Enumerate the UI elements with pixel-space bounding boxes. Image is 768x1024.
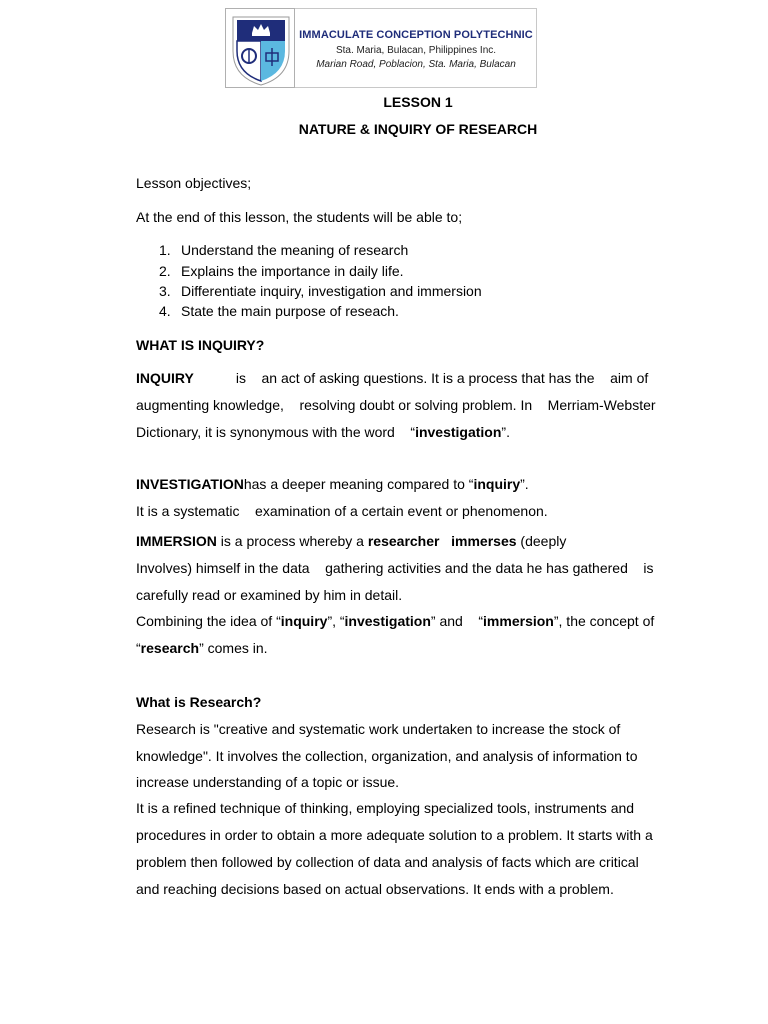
objective-item: State the main purpose of reseach. bbox=[181, 303, 399, 319]
combining-sep: ” and “ bbox=[430, 613, 484, 629]
objective-item: Differentiate inquiry, investigation and immersion bbox=[181, 283, 482, 299]
combining-line-2-end: ” comes in. bbox=[199, 640, 268, 656]
research-line: knowledge". It involves the collection, organization, and analysis of information to bbox=[136, 748, 638, 764]
combining-line-1 bbox=[136, 613, 654, 629]
objective-number: 1. bbox=[159, 242, 171, 258]
school-location: Sta. Maria, Bulacan, Philippines Inc. bbox=[335, 45, 497, 56]
research-line: increase understanding of a topic or issue. bbox=[136, 774, 400, 790]
research-heading: What is Research? bbox=[136, 694, 262, 710]
objective-number: 4. bbox=[159, 303, 171, 319]
immersion-line-1 bbox=[136, 533, 566, 549]
objectives-intro: At the end of this lesson, the students will be able to; bbox=[136, 209, 463, 225]
combining-term-immersion: immersion bbox=[483, 613, 554, 629]
school-logo bbox=[225, 8, 295, 88]
inquiry-line-2: augmenting knowledge, resolving doubt or solving problem. In Merriam-Webster bbox=[136, 397, 656, 413]
combining-text: Combining the idea of “ bbox=[136, 613, 281, 629]
investigation-line-1-term: inquiry bbox=[473, 476, 521, 492]
combining-term-inquiry: inquiry bbox=[280, 613, 328, 629]
inquiry-line-1 bbox=[136, 370, 648, 386]
research-line: Research is "creative and systematic work undertaken to increase the stock of bbox=[136, 721, 621, 737]
research-line: problem then followed by collection of data and analysis of facts which are critical bbox=[136, 854, 639, 870]
school-name: IMMACULATE CONCEPTION POLYTECHNIC bbox=[299, 29, 533, 41]
objective-number: 2. bbox=[159, 263, 171, 279]
research-line: procedures in order to obtain a more adequate solution to a problem. It starts with a bbox=[136, 827, 653, 843]
immersion-term: IMMERSION bbox=[136, 533, 217, 549]
research-line: and reaching decisions based on actual observations. It ends with a problem. bbox=[136, 881, 614, 897]
immersion-line-1-text: is a process whereby a bbox=[216, 533, 368, 549]
combining-term-research: research bbox=[140, 640, 200, 656]
objective-number: 3. bbox=[159, 283, 171, 299]
lesson-number: LESSON 1 bbox=[383, 94, 453, 110]
objective-item: Explains the importance in daily life. bbox=[181, 263, 404, 279]
combining-term-investigation: investigation bbox=[344, 613, 431, 629]
combining-sep: ”, “ bbox=[327, 613, 345, 629]
investigation-term: INVESTIGATION bbox=[136, 476, 244, 492]
objective-item: Understand the meaning of research bbox=[181, 242, 409, 258]
inquiry-line-1-text: is an act of asking questions. It is a process that has the aim of bbox=[235, 370, 649, 386]
investigation-line-1 bbox=[136, 476, 529, 492]
objectives-heading: Lesson objectives; bbox=[136, 175, 252, 191]
inquiry-line-3-end: ”. bbox=[501, 424, 510, 440]
combining-line-2 bbox=[136, 640, 268, 656]
inquiry-heading: WHAT IS INQUIRY? bbox=[136, 337, 265, 353]
inquiry-term: INQUIRY bbox=[136, 370, 194, 386]
combining-end: ”, the concept of bbox=[553, 613, 655, 629]
school-address: Marian Road, Poblacion, Sta. Maria, Bulacan bbox=[316, 59, 516, 70]
investigation-line-1-text: has a deeper meaning compared to “ bbox=[243, 476, 474, 492]
immersion-line-2: Involves) himself in the data gathering activities and the data he has gathered is bbox=[136, 560, 654, 576]
inquiry-line-3-text: Dictionary, it is synonymous with the word “ bbox=[136, 424, 416, 440]
inquiry-line-3-term: investigation bbox=[415, 424, 502, 440]
immersion-line-1-end: (deeply bbox=[516, 533, 567, 549]
inquiry-line-3 bbox=[136, 424, 510, 440]
immersion-line-1-term: researcher immerses bbox=[367, 533, 517, 549]
lesson-title: NATURE & INQUIRY OF RESEARCH bbox=[298, 121, 538, 137]
investigation-line-1-end: ”. bbox=[520, 476, 529, 492]
shield-icon bbox=[230, 11, 292, 87]
combining-open-quote: “ bbox=[136, 640, 141, 656]
research-line: It is a refined technique of thinking, employing specialized tools, instruments and bbox=[136, 800, 635, 816]
immersion-line-3: carefully read or examined by him in detail. bbox=[136, 587, 403, 603]
investigation-line-2: It is a systematic examination of a certain event or phenomenon. bbox=[136, 503, 548, 519]
